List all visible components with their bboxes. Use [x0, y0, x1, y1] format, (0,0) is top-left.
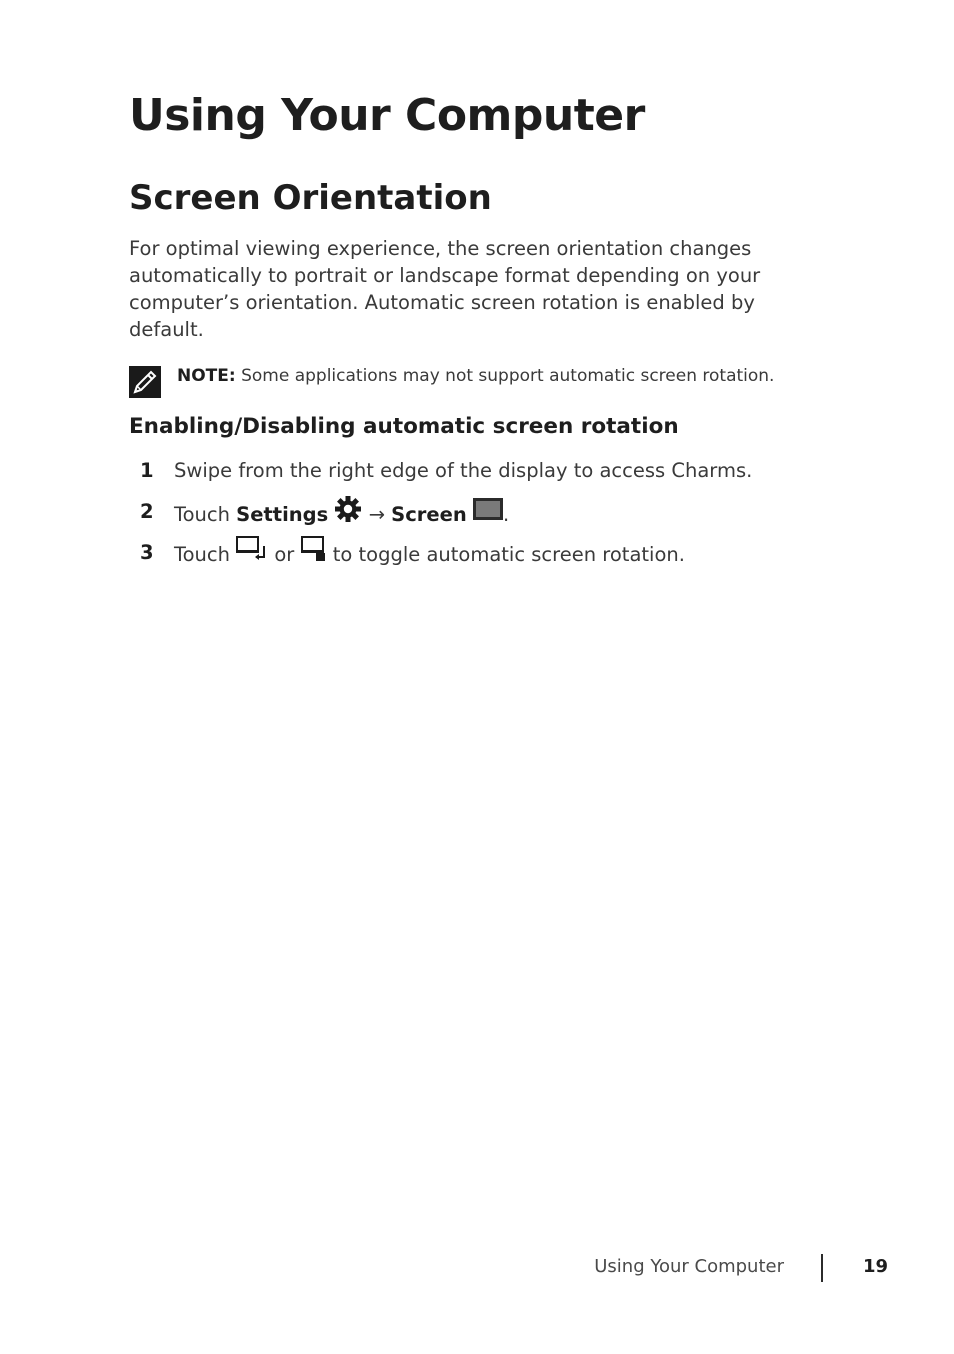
step-text — [174, 497, 509, 534]
screen-label: Screen — [391, 503, 467, 526]
page-footer — [0, 1254, 954, 1284]
note-text — [177, 364, 774, 388]
rotation-unlocked-icon — [236, 536, 268, 571]
chapter-title: Using Your Computer — [129, 90, 645, 141]
step-item — [129, 497, 849, 538]
section-title: Screen Orientation — [129, 178, 492, 218]
step-number: 3 — [140, 541, 154, 564]
intro-paragraph: For optimal viewing experience, the screen orientation changes automatically to portrait or landscape format depending on your computer’s orientation. Automatic screen rotation is enabled by default. — [129, 237, 761, 341]
note-body: Some applications may not support automatic screen rotation. — [235, 366, 775, 386]
step-number: 1 — [140, 459, 154, 482]
note-pencil-icon — [129, 366, 161, 398]
rotation-locked-icon — [301, 536, 327, 571]
step-item — [129, 538, 849, 579]
gear-icon — [334, 495, 362, 532]
footer-section-label: Using Your Computer — [594, 1256, 784, 1277]
step-text: Swipe from the right edge of the display to access Charms. — [174, 459, 753, 482]
step-prefix: Touch — [174, 543, 237, 566]
step-item — [129, 456, 849, 497]
arrow-text: → — [362, 503, 392, 526]
note-label: NOTE: — [177, 366, 236, 386]
screen-icon — [473, 498, 503, 529]
note-box — [129, 362, 849, 400]
step-suffix: to toggle automatic screen rotation. — [326, 543, 685, 566]
footer-divider — [821, 1254, 823, 1282]
step-suffix: . — [502, 503, 510, 526]
steps-list — [129, 456, 849, 579]
subsection-title: Enabling/Disabling automatic screen rotation — [129, 414, 679, 439]
step-prefix: Touch — [174, 503, 237, 526]
step-number: 2 — [140, 500, 154, 523]
page-number: 19 — [863, 1256, 889, 1277]
settings-label: Settings — [236, 503, 329, 526]
step-text — [174, 538, 685, 573]
or-text: or — [268, 543, 301, 566]
